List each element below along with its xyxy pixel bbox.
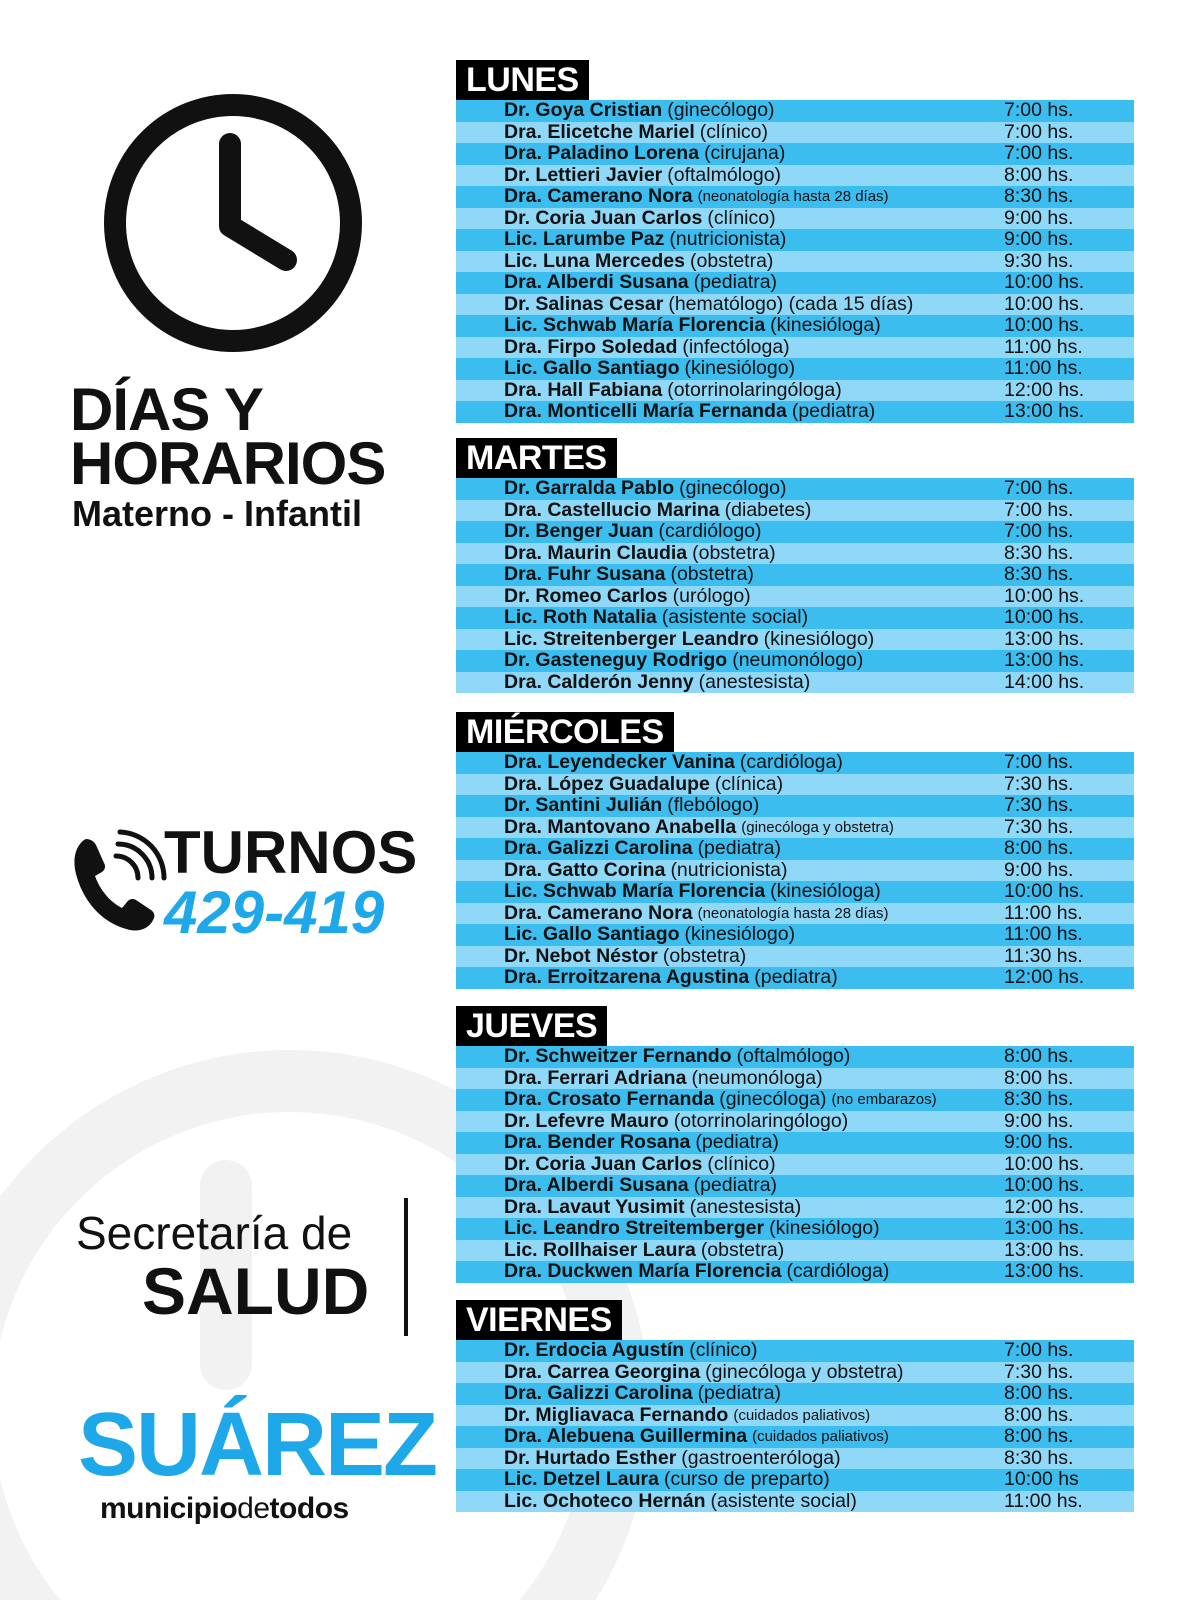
schedule-row: [456, 817, 1134, 839]
schedule-row: [456, 1491, 1134, 1513]
doctor-name: Lic. Schwab María Florencia: [504, 880, 766, 903]
appointment-time: 8:00 hs.: [1004, 1425, 1074, 1448]
doctor-name: Dra. Calderón Jenny: [504, 670, 694, 693]
appointment-time: 9:00 hs.: [1004, 858, 1074, 881]
doctor-note: (neonatología hasta 28 días): [697, 904, 889, 922]
day-rows: [456, 100, 1134, 423]
schedule-row: [456, 208, 1134, 230]
doctor-specialty: (kinesiólogo): [769, 1217, 880, 1240]
doctor-name: Dr. Goya Cristian: [504, 99, 663, 122]
schedule-row: [456, 272, 1134, 294]
schedule-row: [456, 1383, 1134, 1405]
appointment-time: 8:30 hs.: [1004, 185, 1074, 208]
doctor-specialty: (pediatra): [697, 837, 782, 860]
doctor-specialty: (pediatra): [695, 1131, 779, 1154]
schedule-row: [456, 500, 1134, 522]
doctor-specialty: (pediatra): [791, 400, 876, 423]
doctor-name: Dra. Galizzi Carolina: [504, 837, 693, 860]
day-header: MIÉRCOLES: [456, 712, 674, 752]
doctor-specialty: (clínico): [689, 1339, 758, 1362]
appointment-time: 7:00 hs.: [1004, 120, 1074, 143]
doctor-name: Dr. Erdocia Agustín: [504, 1339, 685, 1362]
appointment-time: 9:00 hs.: [1004, 1109, 1074, 1132]
schedule-row: [456, 478, 1134, 500]
appointment-time: 7:30 hs.: [1004, 815, 1074, 838]
appointment-time: 7:00 hs.: [1004, 99, 1074, 122]
doctor-name: Dr. Coria Juan Carlos: [504, 206, 703, 229]
appointment-time: 7:00 hs.: [1004, 751, 1074, 774]
doctor-name: Dra. Ferrari Adriana: [504, 1066, 687, 1089]
doctor-specialty: (clínica): [714, 772, 784, 795]
appointment-time: 9:00 hs.: [1004, 206, 1074, 229]
schedule-row: [456, 1089, 1134, 1111]
doctor-name: Dra. Maurin Claudia: [504, 541, 688, 564]
appointment-time: 13:00 hs.: [1004, 627, 1085, 650]
doctor-name: Dra. López Guadalupe: [504, 772, 710, 795]
doctor-specialty: (kinesiólogo): [684, 357, 796, 380]
doctor-specialty: (infectóloga): [682, 335, 790, 358]
day-section: [456, 60, 1134, 423]
schedule-row: [456, 122, 1134, 144]
brand-tagline-part2: de: [237, 1492, 270, 1525]
doctor-name: Lic. Roth Natalia: [504, 606, 657, 629]
secretaria-line1: Secretaría de: [76, 1207, 353, 1259]
turnos-label: TURNOS: [164, 819, 418, 886]
day-section: [456, 1300, 1134, 1512]
doctor-specialty: (obstetra): [700, 1238, 785, 1261]
appointment-time: 7:00 hs.: [1004, 520, 1074, 543]
doctor-specialty: (cardióloga): [786, 1260, 890, 1283]
schedule-row: [456, 1132, 1134, 1154]
schedule-row: [456, 1068, 1134, 1090]
doctor-name: Dra. Castellucio Marina: [504, 498, 720, 521]
doctor-name: Dra. Alebuena Guillermina: [504, 1425, 748, 1448]
doctor-name: Dr. Coria Juan Carlos: [504, 1152, 703, 1175]
schedule-row: [456, 1340, 1134, 1362]
appointment-time: 11:00 hs.: [1004, 901, 1083, 924]
schedule-row: [456, 967, 1134, 989]
doctor-specialty: (ginecóloga y obstetra): [705, 1360, 904, 1383]
brand-tagline-part3: todos: [269, 1492, 349, 1525]
schedule-row: [456, 229, 1134, 251]
schedule-row: [456, 672, 1134, 694]
schedule-row: [456, 1046, 1134, 1068]
doctor-name: Dra. Duckwen María Florencia: [504, 1260, 782, 1283]
doctor-name: Dr. Schweitzer Fernando: [504, 1045, 732, 1068]
appointment-time: 8:00 hs.: [1004, 837, 1074, 860]
schedule-row: [456, 795, 1134, 817]
doctor-specialty: (asistente social): [661, 606, 809, 629]
clock-icon: [98, 88, 368, 358]
doctor-name: Dr. Gasteneguy Rodrigo: [504, 649, 728, 672]
doctor-specialty: (obstetra): [670, 563, 754, 586]
doctor-specialty: (cardiólogo): [658, 520, 762, 543]
schedule-row: [456, 586, 1134, 608]
secretaria-line2: SALUD: [142, 1254, 370, 1328]
doctor-name: Dr. Garralda Pablo: [504, 477, 675, 500]
doctor-name: Lic. Ochoteco Hernán: [504, 1489, 706, 1512]
doctor-specialty: (asistente social): [710, 1489, 857, 1512]
doctor-specialty: (ginecólogo): [667, 99, 775, 122]
doctor-specialty: (flebólogo): [667, 794, 760, 817]
doctor-specialty: (pediatra): [697, 1382, 782, 1405]
doctor-specialty: (kinesióloga): [770, 880, 881, 903]
schedule-row: [456, 774, 1134, 796]
doctor-name: Dr. Romeo Carlos: [504, 584, 668, 607]
appointment-time: 10:00 hs.: [1004, 1152, 1085, 1175]
doctor-name: Dra. Monticelli María Fernanda: [504, 400, 787, 423]
schedule-row: [456, 860, 1134, 882]
schedule-row: [456, 315, 1134, 337]
doctor-name: Lic. Larumbe Paz: [504, 228, 665, 251]
doctor-name: Lic. Streitenberger Leandro: [504, 627, 759, 650]
doctor-note: (neonatología hasta 28 días): [697, 188, 889, 206]
doctor-name: Dr. Lefevre Mauro: [504, 1109, 669, 1132]
day-header: LUNES: [456, 60, 589, 100]
doctor-name: Lic. Luna Mercedes: [504, 249, 685, 272]
schedule-row: [456, 1261, 1134, 1283]
appointment-time: 8:00 hs.: [1004, 1382, 1074, 1405]
doctor-specialty: (otorrinolaringólogo): [673, 1109, 849, 1132]
secretaria-divider: [404, 1198, 408, 1336]
schedule-row: [456, 186, 1134, 208]
doctor-specialty: (neumonólogo): [732, 649, 864, 672]
doctor-note: (ginecóloga y obstetra): [741, 818, 894, 836]
schedule-row: [456, 903, 1134, 925]
day-header: JUEVES: [456, 1006, 607, 1046]
schedule-row: [456, 838, 1134, 860]
doctor-name: Dra. Erroitzarena Agustina: [504, 966, 750, 989]
schedule-row: [456, 1197, 1134, 1219]
appointment-time: 8:30 hs.: [1004, 1088, 1074, 1111]
appointment-time: 11:00 hs.: [1004, 1489, 1083, 1512]
appointment-time: 7:00 hs.: [1004, 142, 1074, 165]
doctor-specialty: (pediatra): [693, 271, 778, 294]
day-rows: [456, 1046, 1134, 1283]
doctor-name: Dra. Lavaut Yusimit: [504, 1195, 685, 1218]
doctor-name: Dra. Carrea Georgina: [504, 1360, 701, 1383]
appointment-time: 8:00 hs.: [1004, 163, 1074, 186]
appointment-time: 8:30 hs.: [1004, 541, 1074, 564]
schedule-row: [456, 1240, 1134, 1262]
appointment-time: 7:00 hs.: [1004, 1339, 1074, 1362]
schedule-row: [456, 1469, 1134, 1491]
schedule-row: [456, 752, 1134, 774]
schedule-row: [456, 337, 1134, 359]
schedule-row: [456, 1362, 1134, 1384]
brand-logo: SUÁREZ: [78, 1395, 437, 1495]
schedule-row: [456, 924, 1134, 946]
doctor-name: Dr. Santini Julián: [504, 794, 663, 817]
doctor-specialty: (pediatra): [754, 966, 838, 989]
doctor-specialty: (kinesiólogo): [763, 627, 875, 650]
doctor-specialty: (oftalmólogo): [736, 1045, 851, 1068]
schedule-row: [456, 629, 1134, 651]
doctor-name: Dra. Elicetche Mariel: [504, 120, 695, 143]
doctor-name: Dr. Migliavaca Fernando: [504, 1403, 729, 1426]
schedule-row: [456, 1154, 1134, 1176]
doctor-name: Dra. Fuhr Susana: [504, 563, 666, 586]
appointment-time: 10:00 hs.: [1004, 584, 1085, 607]
doctor-name: Dra. Paladino Lorena: [504, 142, 700, 165]
doctor-name: Dra. Camerano Nora: [504, 185, 693, 208]
schedule-row: [456, 1405, 1134, 1427]
appointment-time: 10:00 hs.: [1004, 1174, 1085, 1197]
phone-ringing-icon: [70, 826, 170, 936]
doctor-name: Lic. Gallo Santiago: [504, 357, 680, 380]
schedule-row: [456, 401, 1134, 423]
schedule-row: [456, 1175, 1134, 1197]
appointment-time: 9:00 hs.: [1004, 228, 1074, 251]
doctor-specialty: (anestesista): [689, 1195, 802, 1218]
schedule-row: [456, 1426, 1134, 1448]
schedule-row: [456, 1218, 1134, 1240]
appointment-time: 8:00 hs.: [1004, 1045, 1074, 1068]
appointment-time: 8:30 hs.: [1004, 563, 1074, 586]
schedule-row: [456, 543, 1134, 565]
day-section: [456, 712, 1134, 989]
brand-tagline: [100, 1492, 349, 1526]
doctor-specialty: (nutricionista): [670, 858, 788, 881]
appointment-time: 10:00 hs.: [1004, 606, 1085, 629]
day-rows: [456, 1340, 1134, 1512]
page-title-line1: DÍAS Y: [70, 376, 263, 443]
schedule-row: [456, 881, 1134, 903]
doctor-specialty: (obstetra): [662, 944, 747, 967]
schedule-row: [456, 251, 1134, 273]
doctor-specialty: (oftalmólogo): [667, 163, 782, 186]
doctor-specialty: (diabetes): [724, 498, 812, 521]
doctor-specialty: (anestesista): [698, 670, 811, 693]
doctor-specialty: (neumonóloga): [691, 1066, 823, 1089]
appointment-time: 11:00 hs.: [1004, 923, 1083, 946]
doctor-name: Dra. Firpo Soledad: [504, 335, 678, 358]
schedule-row: [456, 521, 1134, 543]
doctor-name: Lic. Detzel Laura: [504, 1468, 659, 1491]
appointment-time: 10:00 hs: [1004, 1468, 1079, 1491]
appointment-time: 8:30 hs.: [1004, 1446, 1074, 1469]
doctor-specialty: (cirujana): [704, 142, 786, 165]
appointment-time: 12:00 hs.: [1004, 966, 1085, 989]
appointment-time: 13:00 hs.: [1004, 1238, 1085, 1261]
day-header: VIERNES: [456, 1300, 622, 1340]
doctor-name: Dr. Nebot Néstor: [504, 944, 658, 967]
doctor-name: Dra. Bender Rosana: [504, 1131, 691, 1154]
appointment-time: 11:00 hs.: [1004, 335, 1083, 358]
schedule-row: [456, 607, 1134, 629]
doctor-specialty: (hematólogo) (cada 15 días): [668, 292, 914, 315]
appointment-time: 13:00 hs.: [1004, 1217, 1085, 1240]
appointment-time: 10:00 hs.: [1004, 271, 1085, 294]
schedule-row: [456, 650, 1134, 672]
doctor-note: (cuidados paliativos): [752, 1428, 889, 1446]
doctor-name: Lic. Rollhaiser Laura: [504, 1238, 696, 1261]
brand-tagline-part1: municipio: [100, 1492, 238, 1525]
doctor-name: Dr. Salinas Cesar: [504, 292, 664, 315]
appointment-time: 7:30 hs.: [1004, 1360, 1074, 1383]
schedule-row: [456, 100, 1134, 122]
doctor-specialty: (kinesiólogo): [684, 923, 796, 946]
doctor-specialty: (curso de preparto): [663, 1468, 830, 1491]
appointment-time: 9:00 hs.: [1004, 1131, 1074, 1154]
doctor-name: Dra. Crosato Fernanda: [504, 1088, 715, 1111]
schedule-row: [456, 946, 1134, 968]
appointment-time: 7:30 hs.: [1004, 772, 1074, 795]
schedule-row: [456, 1448, 1134, 1470]
doctor-name: Dr. Benger Juan: [504, 520, 654, 543]
appointment-time: 11:30 hs.: [1004, 944, 1083, 967]
doctor-specialty: (gastroenteróloga): [681, 1446, 841, 1469]
appointment-time: 8:00 hs.: [1004, 1066, 1074, 1089]
doctor-name: Dra. Gatto Corina: [504, 858, 666, 881]
doctor-name: Dra. Galizzi Carolina: [504, 1382, 693, 1405]
doctor-name: Dr. Lettieri Javier: [504, 163, 663, 186]
schedule-row: [456, 564, 1134, 586]
doctor-specialty: (pediatra): [693, 1174, 778, 1197]
doctor-note: (no embarazos): [831, 1091, 937, 1109]
doctor-specialty: (ginecóloga): [719, 1088, 827, 1111]
appointment-time: 7:30 hs.: [1004, 794, 1074, 817]
doctor-specialty: (clínico): [707, 206, 776, 229]
day-section: [456, 438, 1134, 693]
turnos-phone-number[interactable]: 429-419: [164, 879, 385, 946]
appointment-time: 9:30 hs.: [1004, 249, 1074, 272]
appointment-time: 12:00 hs.: [1004, 378, 1085, 401]
doctor-specialty: (kinesióloga): [770, 314, 881, 337]
day-header: MARTES: [456, 438, 617, 478]
doctor-specialty: (obstetra): [692, 541, 776, 564]
schedule-row: [456, 1111, 1134, 1133]
schedule-row: [456, 358, 1134, 380]
doctor-specialty: (obstetra): [689, 249, 774, 272]
doctor-specialty: (ginecólogo): [679, 477, 787, 500]
schedule-row: [456, 380, 1134, 402]
appointment-time: 13:00 hs.: [1004, 1260, 1085, 1283]
appointment-time: 14:00 hs.: [1004, 670, 1085, 693]
doctor-specialty: (clínico): [707, 1152, 776, 1175]
appointment-time: 10:00 hs.: [1004, 314, 1085, 337]
doctor-note: (cuidados paliativos): [733, 1406, 871, 1424]
appointment-time: 7:00 hs.: [1004, 498, 1074, 521]
appointment-time: 8:00 hs.: [1004, 1403, 1074, 1426]
doctor-name: Lic. Gallo Santiago: [504, 923, 680, 946]
doctor-name: Lic. Leandro Streitemberger: [504, 1217, 765, 1240]
appointment-time: 10:00 hs.: [1004, 292, 1085, 315]
appointment-time: 11:00 hs.: [1004, 357, 1083, 380]
schedule-row: [456, 294, 1134, 316]
left-panel: [0, 0, 440, 1600]
appointment-time: 7:00 hs.: [1004, 477, 1074, 500]
appointment-time: 10:00 hs.: [1004, 880, 1085, 903]
appointment-time: 12:00 hs.: [1004, 1195, 1085, 1218]
page-title-line2: HORARIOS: [70, 430, 386, 497]
doctor-specialty: (cardióloga): [739, 751, 843, 774]
schedule-row: [456, 143, 1134, 165]
doctor-name: Dra. Alberdi Susana: [504, 271, 689, 294]
doctor-name: Lic. Schwab María Florencia: [504, 314, 766, 337]
doctor-specialty: (nutricionista): [669, 228, 787, 251]
day-section: [456, 1006, 1134, 1283]
doctor-name: Dra. Leyendecker Vanina: [504, 751, 735, 774]
doctor-name: Dra. Camerano Nora: [504, 901, 693, 924]
doctor-name: Dr. Hurtado Esther: [504, 1446, 677, 1469]
doctor-name: Dra. Alberdi Susana: [504, 1174, 689, 1197]
appointment-time: 13:00 hs.: [1004, 649, 1085, 672]
doctor-specialty: (urólogo): [672, 584, 751, 607]
doctor-specialty: (otorrinolaringóloga): [667, 378, 842, 401]
day-rows: [456, 752, 1134, 989]
doctor-name: Dra. Mantovano Anabella: [504, 815, 737, 838]
doctor-specialty: (clínico): [699, 120, 769, 143]
page-subtitle: Materno - Infantil: [72, 493, 362, 534]
day-rows: [456, 478, 1134, 693]
appointment-time: 13:00 hs.: [1004, 400, 1085, 423]
doctor-name: Dra. Hall Fabiana: [504, 378, 663, 401]
schedule-row: [456, 165, 1134, 187]
